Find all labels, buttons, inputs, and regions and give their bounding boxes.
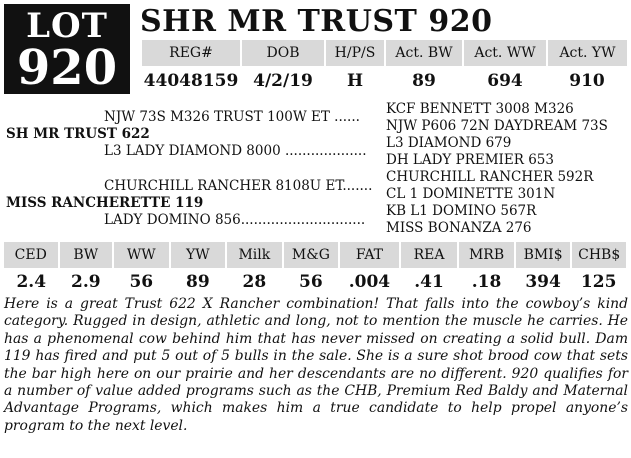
bw-header: BW [59, 242, 114, 268]
pedigree-dam-dam: LADY DOMINO 856............................. [104, 212, 366, 228]
bw-value: 2.9 [70, 272, 101, 292]
rea-header: REA [400, 242, 459, 268]
hps-value: H [346, 71, 364, 91]
pedigree-sire-dam: L3 LADY DIAMOND 8000 ................... [104, 143, 367, 159]
mg-value: 56 [299, 272, 323, 292]
reg-header: REG# [141, 40, 241, 66]
fat-header: FAT [339, 242, 400, 268]
ww-value: 56 [129, 272, 154, 292]
lot-label: LOT [26, 6, 108, 46]
hps-header: H/P/S [325, 40, 385, 66]
pedigree-dam-dam-dam: MISS BONANZA 276 [386, 220, 532, 236]
dob-header: DOB [241, 40, 325, 66]
act-ww-header: Act. WW [463, 40, 547, 66]
registration-table [140, 40, 627, 96]
pedigree-dam-dam-sire: KB L1 DOMINO 567R [386, 203, 537, 219]
mrb-value: .18 [471, 272, 502, 292]
pedigree-sire-sire: NJW 73S M326 TRUST 100W ET ...... [104, 109, 360, 125]
dob-value: 4/2/19 [253, 71, 313, 91]
chb-value: 125 [580, 272, 617, 292]
act-bw-value: 89 [412, 71, 436, 91]
pedigree-dam-sire: CHURCHILL RANCHER 8108U ET....... [104, 178, 373, 194]
pedigree-sire-sire-dam: NJW P606 72N DAYDREAM 73S [386, 118, 608, 134]
pedigree-sire-dam-sire: L3 DIAMOND 679 [386, 135, 512, 151]
act-bw-header: Act. BW [385, 40, 463, 66]
mrb-header: MRB [458, 242, 515, 268]
fat-value: .004 [348, 272, 391, 292]
bmi-value: 394 [525, 272, 561, 292]
mg-header: M&G [283, 242, 340, 268]
lot-description: Here is a great Trust 622 X Rancher combination! That falls into the cowboy’s kind category. Rugged in design, athletic and long, not to mention the muscle he carries. He has a phenomenal cow behind him that has never missed on creating a solid bull. Dam 119 has fired and put 5 out of 5 bulls in the sale. She is a sure shot brood cow that sets the bar high here on our prairie and her descendants are no different. 920 qualifies for a number of value added programs such as the CHB, Premium Red Baldy and Maternal Advantage Programs, which makes him a true candidate to help propel anyone’s program to the next level. [4, 296, 628, 434]
epd-header-row [4, 242, 626, 268]
pedigree-sire-sire-sire: KCF BENNETT 3008 M326 [386, 101, 574, 117]
pedigree-sire-dam-dam: DH LADY PREMIER 653 [386, 152, 554, 168]
registration-value-row [141, 66, 627, 96]
act-yw-value: 910 [569, 71, 605, 91]
rea-value: .41 [414, 272, 444, 292]
act-yw-header: Act. YW [547, 40, 627, 66]
pedigree-dam-sire-dam: CL 1 DOMINETTE 301N [386, 186, 556, 202]
ced-value: 2.4 [16, 272, 47, 292]
act-ww-value: 694 [487, 71, 523, 91]
animal-name: SHR MR TRUST 920 [140, 4, 493, 39]
registration-header-row [141, 40, 627, 66]
yw-header: YW [170, 242, 227, 268]
pedigree-dam: MISS RANCHERETTE 119 [6, 195, 204, 211]
ww-header: WW [113, 242, 170, 268]
yw-value: 89 [185, 272, 210, 292]
milk-value: 28 [242, 272, 267, 292]
chb-header: CHB$ [571, 242, 626, 268]
pedigree-dam-sire-sire: CHURCHILL RANCHER 592R [386, 169, 594, 185]
bmi-header: BMI$ [515, 242, 572, 268]
lot-badge [4, 4, 130, 94]
reg-value: 44048159 [143, 71, 239, 91]
lot-number: 920 [16, 40, 118, 96]
epd-table [4, 242, 626, 296]
epd-value-row [4, 268, 626, 296]
ced-header: CED [4, 242, 59, 268]
pedigree-sire: SH MR TRUST 622 [6, 126, 150, 142]
milk-header: Milk [226, 242, 283, 268]
